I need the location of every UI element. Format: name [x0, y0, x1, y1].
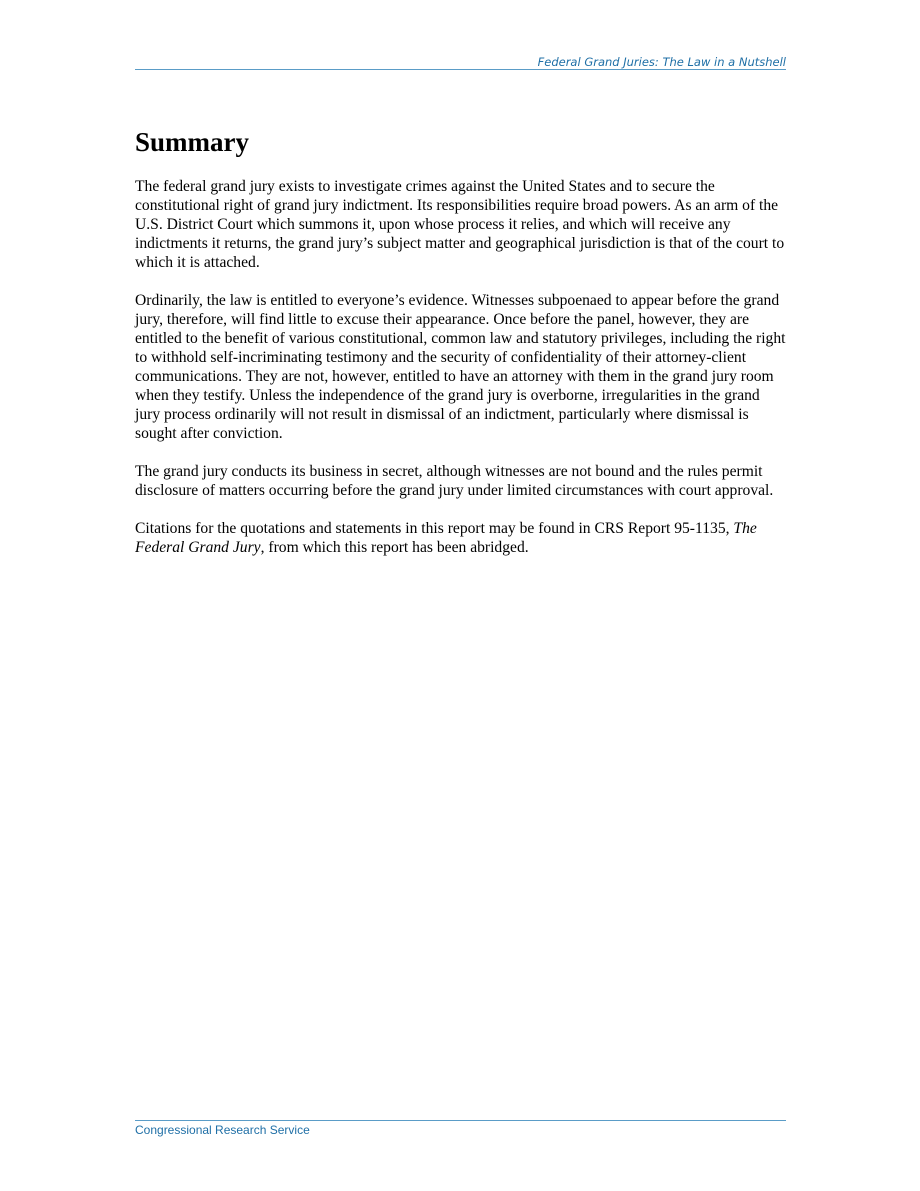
citation-paragraph — [135, 519, 786, 557]
header-rule — [135, 69, 786, 70]
paragraph-2: Ordinarily, the law is entitled to everyone’s evidence. Witnesses subpoenaed to appear before the grand jury, therefore, will find little to excuse their appearance. Once before the panel, however, they are entitled to the benefit of various constitutional, common law and statutory privileges, including the right to withhold self-incriminating testimony and the security of confidentiality of their attorney-client communications. They are not, however, entitled to have an attorney with them in the grand jury room when they testify. Unless the independence of the grand jury is overborne, irregularities in the grand jury process ordinarily will not result in dismissal of an indictment, particularly where dismissal is sought after conviction. — [135, 292, 786, 442]
paragraph-1: The federal grand jury exists to investigate crimes against the United States and to secure the constitutional right of grand jury indictment. Its responsibilities require broad powers. As an arm of the U.S. District Court which summons it, upon whose process it relies, and which will receive any indictments it returns, the grand jury’s subject matter and geographical jurisdiction is that of the court to which it is attached. — [135, 178, 785, 271]
citation-trail: , from which this report has been abridged. — [260, 539, 529, 556]
running-header: Federal Grand Juries: The Law in a Nutshell — [537, 55, 786, 69]
citation-lead: Citations for the quotations and statements in this report may be found in CRS Report 95-1135, — [135, 520, 734, 537]
footer-rule — [135, 1120, 786, 1121]
paragraph-3: The grand jury conducts its business in secret, although witnesses are not bound and the rules permit disclosure of matters occurring before the grand jury under limited circumstances with court approval. — [135, 463, 774, 499]
summary-body — [135, 177, 786, 576]
cited-report-title: The Federal Grand Jury — [135, 520, 757, 556]
section-heading: Summary — [135, 127, 249, 157]
footer-publisher: Congressional Research Service — [135, 1123, 310, 1137]
